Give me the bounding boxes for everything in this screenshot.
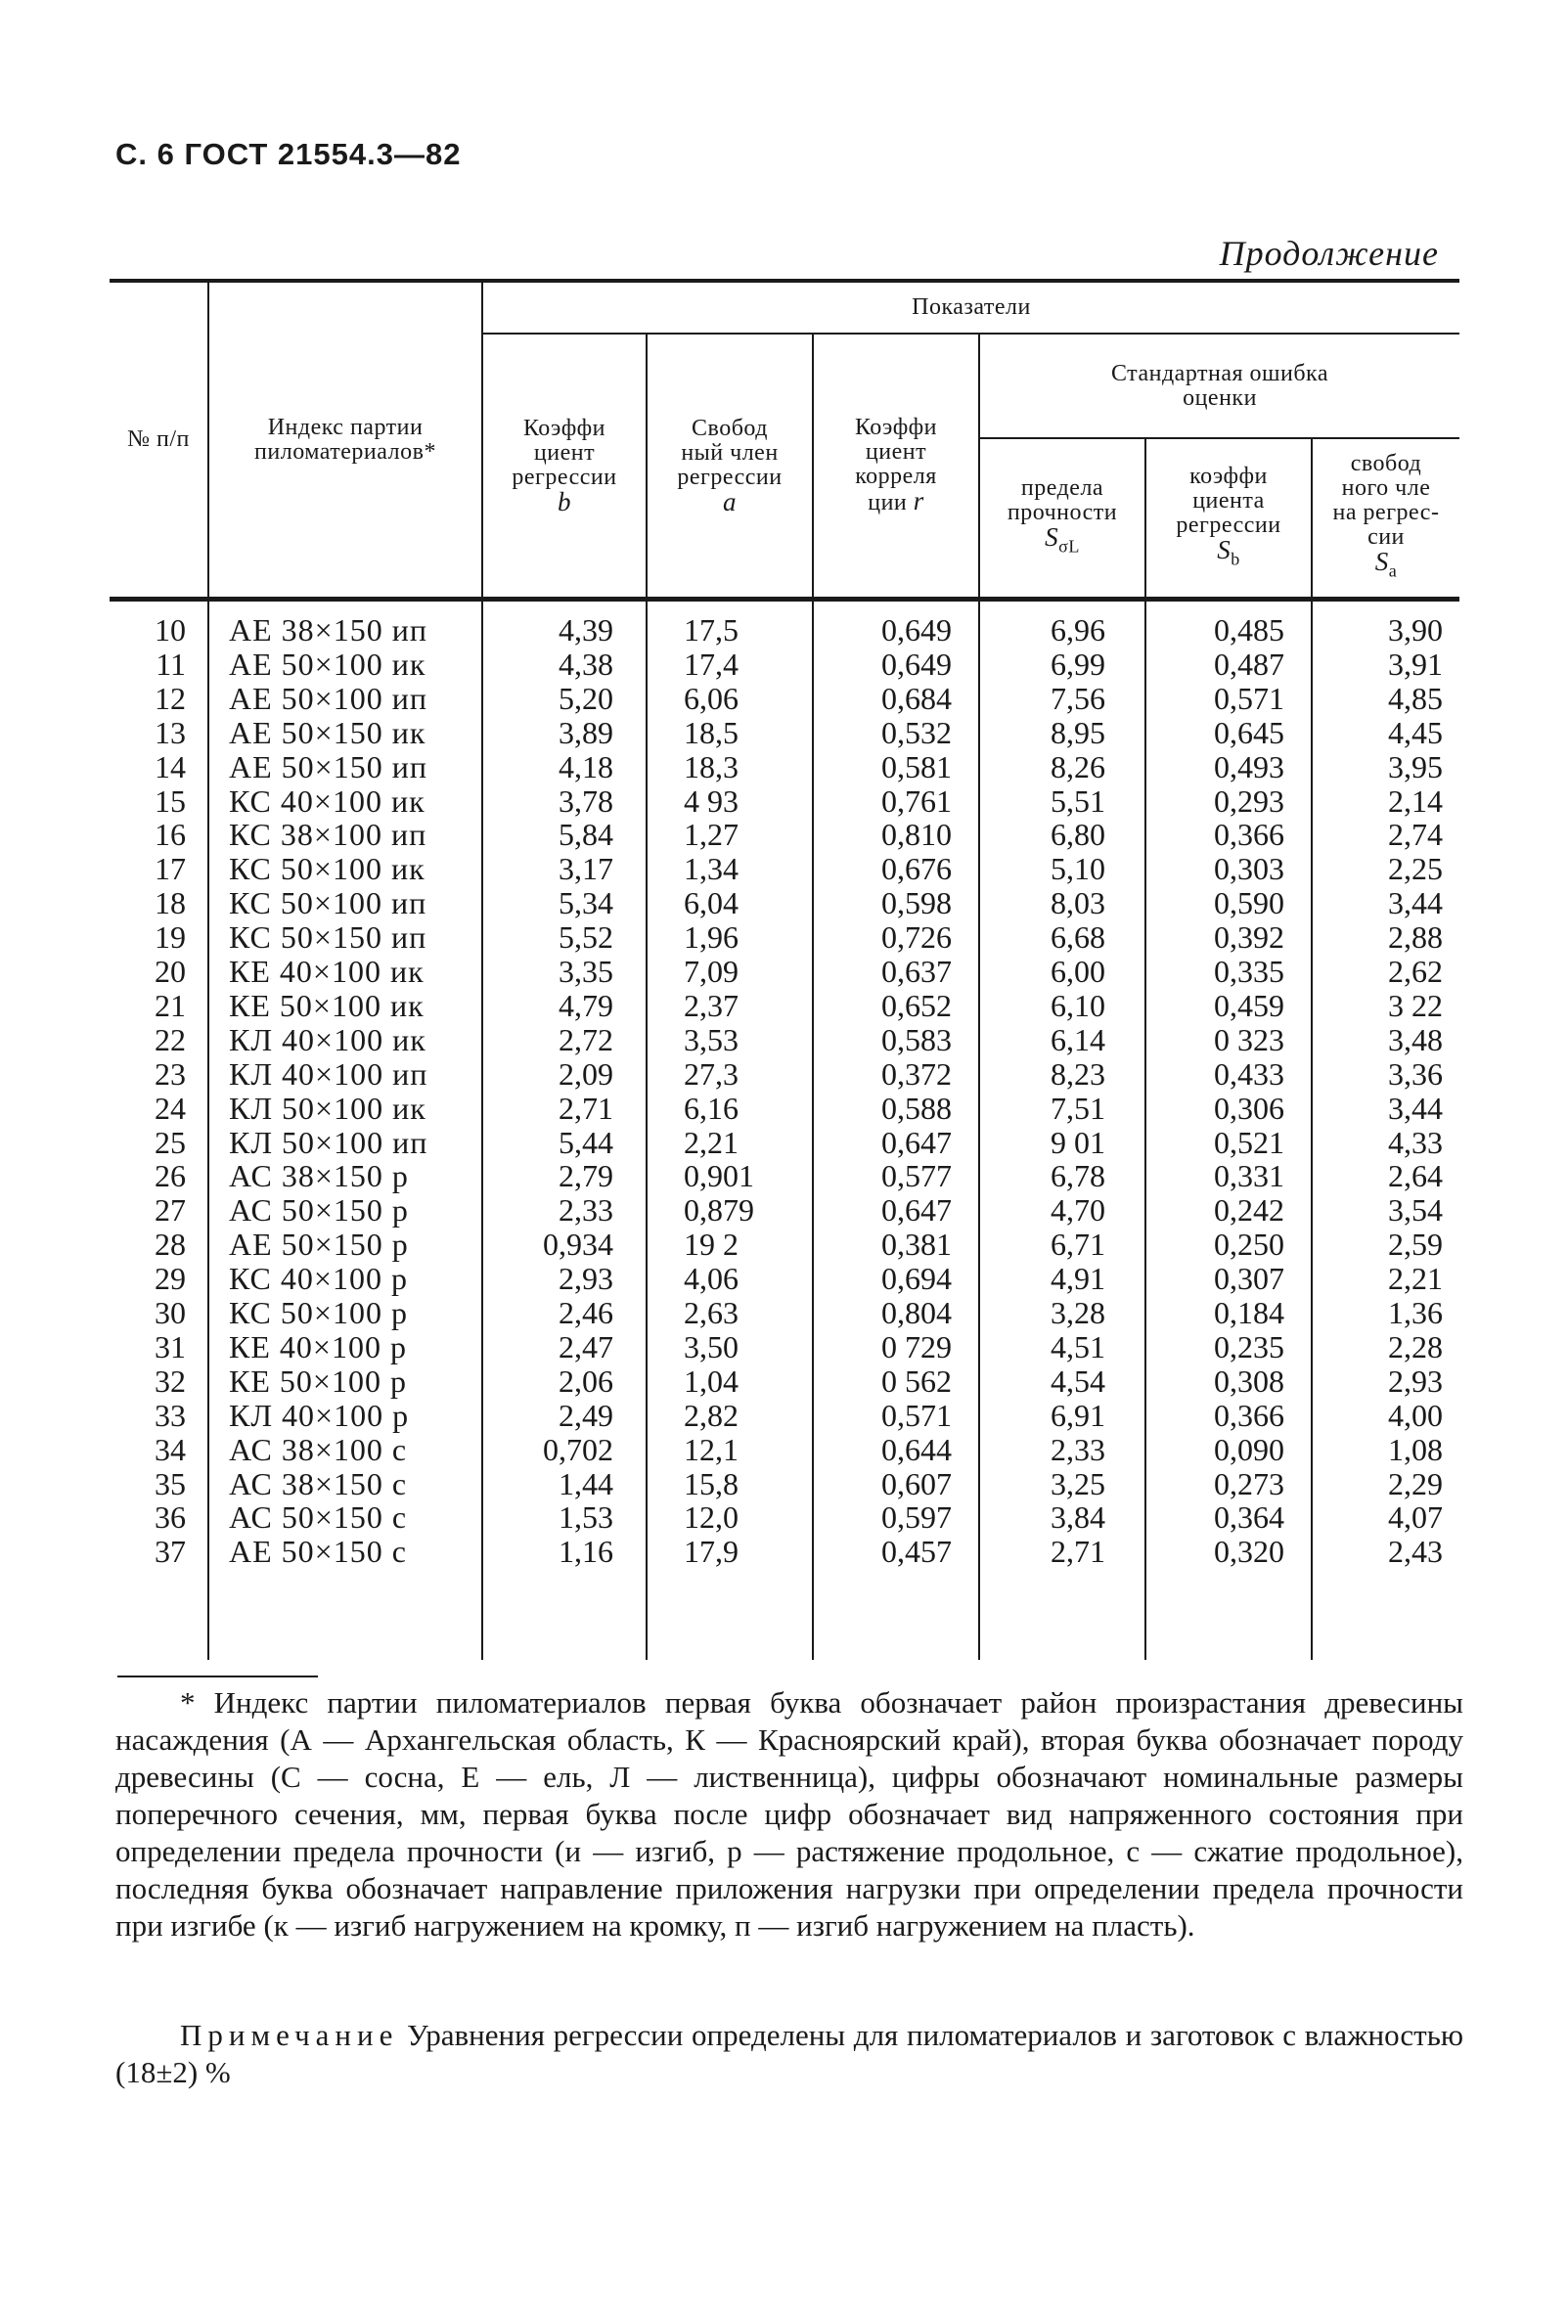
se-intercept-cell: 3,36 <box>1388 1055 1443 1092</box>
header-index: Индекс партии пиломатериалов* <box>254 414 436 465</box>
row-number-cell: 16 <box>155 817 186 853</box>
coef-b-cell: 0,702 <box>543 1431 613 1467</box>
se-intercept-cell: 3 22 <box>1388 987 1443 1023</box>
intercept-a-cell: 2,37 <box>684 987 739 1023</box>
corr-r-cell: 0,372 <box>881 1055 952 1092</box>
se-coef-cell: 0,250 <box>1214 1227 1284 1263</box>
footnote: * Индекс партии пиломатериалов первая буква обозначает район произрастания древесины насаждения (А — Архангельская область, К — Красноярский край), вторая буква обозначает породу древесины (С — сосна, Е — ель, Л — лиственница), цифры обозначают номинальные размеры поперечного сечения, мм, первая буква после цифр обозначает вид напряженного состояния при определении предела прочности (и — изгиб, р — растяжение продольное, с — сжатие продольное), последняя буква обозначает направление приложения нагрузки при определении предела прочности при изгибе (к — изгиб нагружением на кромку, п — изгиб нагружением на пласть). <box>115 1685 1463 1943</box>
lumber-index-cell: КЕ 50×100 р <box>229 1363 407 1399</box>
intercept-a-cell: 3,50 <box>684 1328 739 1364</box>
se-strength-cell: 6,96 <box>1051 612 1105 648</box>
table-row <box>110 920 1459 955</box>
lumber-index-cell: КЛ 50×100 ип <box>229 1124 428 1160</box>
se-coef-cell: 0,433 <box>1214 1055 1284 1092</box>
header-s-a <box>1313 439 1459 597</box>
se-strength-cell: 7,56 <box>1051 680 1105 716</box>
se-intercept-cell: 2,28 <box>1388 1328 1443 1364</box>
header-s-b <box>1146 439 1311 597</box>
header-s-a-symbol: $S_a$ <box>1374 547 1398 581</box>
lumber-index-cell: АС 38×150 с <box>229 1465 408 1501</box>
table-row <box>110 852 1459 886</box>
se-coef-cell: 0,521 <box>1214 1124 1284 1160</box>
intercept-a-cell: 7,09 <box>684 954 739 989</box>
row-number-cell: 22 <box>155 1021 186 1057</box>
lumber-index-cell: КС 38×100 ип <box>229 817 427 853</box>
coef-b-cell: 3,78 <box>559 782 613 819</box>
table-row <box>110 818 1459 852</box>
lumber-index-cell: КЛ 50×100 ик <box>229 1090 426 1126</box>
intercept-a-cell: 18,3 <box>684 748 739 784</box>
table-row <box>110 1092 1459 1126</box>
row-number-cell: 21 <box>155 987 186 1023</box>
intercept-a-cell: 27,3 <box>684 1055 739 1092</box>
se-strength-cell: 6,14 <box>1051 1021 1105 1057</box>
note <box>115 2017 1463 2091</box>
se-intercept-cell: 2,93 <box>1388 1363 1443 1399</box>
row-number-cell: 34 <box>155 1431 186 1467</box>
row-number-cell: 36 <box>155 1499 186 1536</box>
footnote-rule <box>117 1676 318 1677</box>
coef-b-cell: 4,38 <box>559 646 613 682</box>
se-coef-cell: 0,090 <box>1214 1431 1284 1467</box>
coef-b-cell: 3,89 <box>559 714 613 750</box>
corr-r-cell: 0,583 <box>881 1021 952 1057</box>
se-coef-cell: 0,184 <box>1214 1295 1284 1330</box>
row-number-cell: 17 <box>155 851 186 887</box>
corr-r-cell: 0,647 <box>881 1124 952 1160</box>
se-strength-cell: 6,99 <box>1051 646 1105 682</box>
se-coef-cell: 0,590 <box>1214 885 1284 921</box>
coef-b-cell: 4,39 <box>559 612 613 648</box>
row-number-cell: 32 <box>155 1363 186 1399</box>
se-intercept-cell: 2,62 <box>1388 954 1443 989</box>
se-intercept-cell: 2,59 <box>1388 1227 1443 1263</box>
corr-r-cell: 0,457 <box>881 1534 952 1570</box>
row-number-cell: 14 <box>155 748 186 784</box>
corr-r-cell: 0,810 <box>881 817 952 853</box>
se-intercept-cell: 3,95 <box>1388 748 1443 784</box>
se-intercept-cell: 3,54 <box>1388 1192 1443 1229</box>
intercept-a-cell: 12,0 <box>684 1499 739 1536</box>
coef-b-cell: 2,09 <box>559 1055 613 1092</box>
lumber-index-cell: АС 50×150 р <box>229 1192 409 1229</box>
table-row <box>110 1262 1459 1296</box>
se-intercept-cell: 4,85 <box>1388 680 1443 716</box>
se-strength-cell: 6,78 <box>1051 1158 1105 1194</box>
coef-b-cell: 1,53 <box>559 1499 613 1536</box>
note-text: Уравнения регрессии определены для пиломатериалов и заготовок с влажностью (18±2) % <box>115 2018 1463 2089</box>
intercept-a-cell: 3,53 <box>684 1021 739 1057</box>
header-a <box>648 335 812 597</box>
lumber-index-cell: КС 50×100 ик <box>229 851 426 887</box>
intercept-a-cell: 0,879 <box>684 1192 754 1229</box>
se-intercept-cell: 2,88 <box>1388 919 1443 956</box>
lumber-index-cell: КЛ 40×100 р <box>229 1397 410 1433</box>
coef-b-cell: 2,93 <box>559 1261 613 1297</box>
se-coef-cell: 0,303 <box>1214 851 1284 887</box>
se-intercept-cell: 3,90 <box>1388 612 1443 648</box>
row-number-cell: 10 <box>155 612 186 648</box>
header-s-sigma-symbol: $S_{\sigma L}$ <box>1045 522 1080 557</box>
se-strength-cell: 6,00 <box>1051 954 1105 989</box>
table-row <box>110 1228 1459 1262</box>
row-number-cell: 19 <box>155 919 186 956</box>
coef-b-cell: 2,72 <box>559 1021 613 1057</box>
intercept-a-cell: 1,27 <box>684 817 739 853</box>
coef-b-cell: 3,35 <box>559 954 613 989</box>
se-strength-cell: 6,80 <box>1051 817 1105 853</box>
se-strength-cell: 8,23 <box>1051 1055 1105 1092</box>
se-coef-cell: 0 323 <box>1214 1021 1284 1057</box>
se-strength-cell: 8,03 <box>1051 885 1105 921</box>
lumber-index-cell: КЕ 50×100 ик <box>229 987 425 1023</box>
header-s-b-symbol: $S_b$ <box>1217 534 1240 569</box>
lumber-index-cell: КС 50×100 ип <box>229 885 427 921</box>
row-number-cell: 24 <box>155 1090 186 1126</box>
se-strength-cell: 6,91 <box>1051 1397 1105 1433</box>
table-row <box>110 1057 1459 1092</box>
coef-b-cell: 1,16 <box>559 1534 613 1570</box>
table-row <box>110 1467 1459 1501</box>
header-r <box>814 335 978 597</box>
table-row <box>110 1159 1459 1193</box>
se-intercept-cell: 2,74 <box>1388 817 1443 853</box>
header-s-a-label: свобод ного чле на регрес- сии <box>1332 451 1440 551</box>
table-row <box>110 1364 1459 1399</box>
se-intercept-cell: 2,29 <box>1388 1465 1443 1501</box>
se-coef-cell: 0,366 <box>1214 817 1284 853</box>
lumber-index-cell: АЕ 50×150 р <box>229 1227 409 1263</box>
table-row <box>110 1500 1459 1535</box>
se-strength-cell: 5,51 <box>1051 782 1105 819</box>
corr-r-cell: 0 729 <box>881 1328 952 1364</box>
lumber-index-cell: КЛ 40×100 ик <box>229 1021 426 1057</box>
table-row <box>110 613 1459 648</box>
coef-b-cell: 2,49 <box>559 1397 613 1433</box>
corr-r-cell: 0,676 <box>881 851 952 887</box>
se-coef-cell: 0,392 <box>1214 919 1284 956</box>
lumber-index-cell: КС 40×100 р <box>229 1261 408 1297</box>
table-row <box>110 682 1459 716</box>
se-strength-cell: 7,51 <box>1051 1090 1105 1126</box>
row-number-cell: 13 <box>155 714 186 750</box>
se-coef-cell: 0,273 <box>1214 1465 1284 1501</box>
corr-r-cell: 0,607 <box>881 1465 952 1501</box>
se-coef-cell: 0,571 <box>1214 680 1284 716</box>
corr-r-cell: 0,381 <box>881 1227 952 1263</box>
header-r-symbol: r <box>913 486 924 515</box>
table-row <box>110 1193 1459 1228</box>
intercept-a-cell: 17,5 <box>684 612 739 648</box>
se-strength-cell: 2,33 <box>1051 1431 1105 1467</box>
coef-b-cell: 2,33 <box>559 1192 613 1229</box>
corr-r-cell: 0,571 <box>881 1397 952 1433</box>
se-strength-cell: 6,68 <box>1051 919 1105 956</box>
header-s-sigma-label: предела прочности <box>1007 475 1118 526</box>
corr-r-cell: 0,597 <box>881 1499 952 1536</box>
se-coef-cell: 0,335 <box>1214 954 1284 989</box>
se-intercept-cell: 4,45 <box>1388 714 1443 750</box>
se-strength-cell: 8,95 <box>1051 714 1105 750</box>
coef-b-cell: 5,44 <box>559 1124 613 1160</box>
row-number-cell: 30 <box>155 1295 186 1330</box>
se-coef-cell: 0,493 <box>1214 748 1284 784</box>
se-intercept-cell: 1,08 <box>1388 1431 1443 1467</box>
intercept-a-cell: 6,06 <box>684 680 739 716</box>
se-intercept-cell: 2,25 <box>1388 851 1443 887</box>
se-intercept-cell: 3,91 <box>1388 646 1443 682</box>
row-number-cell: 28 <box>155 1227 186 1263</box>
lumber-index-cell: КС 40×100 ик <box>229 782 426 819</box>
lumber-index-cell: АС 50×150 с <box>229 1499 408 1536</box>
coef-b-cell: 5,52 <box>559 919 613 956</box>
lumber-index-cell: АС 38×150 р <box>229 1158 409 1194</box>
header-s-b-label: коэффи циента регрессии <box>1176 463 1281 538</box>
row-number-cell: 31 <box>155 1328 186 1364</box>
row-number-cell: 26 <box>155 1158 186 1194</box>
header-std-group: Стандартная ошибка оценки <box>1110 360 1329 411</box>
corr-r-cell: 0,652 <box>881 987 952 1023</box>
header-r-content <box>855 416 937 515</box>
row-number-cell: 25 <box>155 1124 186 1160</box>
corr-r-cell: 0,804 <box>881 1295 952 1330</box>
se-intercept-cell: 2,43 <box>1388 1534 1443 1570</box>
lumber-index-cell: АЕ 50×100 ик <box>229 646 426 682</box>
lumber-index-cell: АЕ 50×100 ип <box>229 680 427 716</box>
se-strength-cell: 3,84 <box>1051 1499 1105 1536</box>
intercept-a-cell: 17,9 <box>684 1534 739 1570</box>
se-coef-cell: 0,485 <box>1214 612 1284 648</box>
se-coef-cell: 0,487 <box>1214 646 1284 682</box>
row-number-cell: 20 <box>155 954 186 989</box>
table-row <box>110 955 1459 989</box>
se-strength-cell: 4,51 <box>1051 1328 1105 1364</box>
coef-b-cell: 2,71 <box>559 1090 613 1126</box>
lumber-index-cell: КС 50×100 р <box>229 1295 408 1330</box>
corr-r-cell: 0 562 <box>881 1363 952 1399</box>
se-strength-cell: 9 01 <box>1051 1124 1105 1160</box>
coef-b-cell: 5,20 <box>559 680 613 716</box>
table-row <box>110 1433 1459 1467</box>
lumber-index-cell: КЕ 40×100 ик <box>229 954 425 989</box>
header-a-label: Свобод ный член регрессии <box>677 416 783 490</box>
table-row <box>110 784 1459 819</box>
se-intercept-cell: 3,48 <box>1388 1021 1443 1057</box>
se-strength-cell: 4,54 <box>1051 1363 1105 1399</box>
coef-b-cell: 3,17 <box>559 851 613 887</box>
corr-r-cell: 0,598 <box>881 885 952 921</box>
se-coef-cell: 0,364 <box>1214 1499 1284 1536</box>
corr-r-cell: 0,581 <box>881 748 952 784</box>
table-row <box>110 1296 1459 1330</box>
row-number-cell: 15 <box>155 782 186 819</box>
se-strength-cell: 4,70 <box>1051 1192 1105 1229</box>
header-r-label: Коэффи циент корреля ции <box>854 415 938 515</box>
lumber-index-cell: КС 50×150 ип <box>229 919 427 956</box>
se-intercept-cell: 4,07 <box>1388 1499 1443 1536</box>
header-group-title: Показатели <box>912 294 1031 320</box>
intercept-a-cell: 2,63 <box>684 1295 739 1330</box>
data-table <box>110 279 1459 1660</box>
header-no: № п/п <box>127 426 190 452</box>
se-coef-cell: 0,235 <box>1214 1328 1284 1364</box>
se-coef-cell: 0,459 <box>1214 987 1284 1023</box>
row-number-cell: 27 <box>155 1192 186 1229</box>
table-row <box>110 648 1459 682</box>
table-row <box>110 1126 1459 1160</box>
row-number-cell: 18 <box>155 885 186 921</box>
row-number-cell: 33 <box>155 1397 186 1433</box>
intercept-a-cell: 2,82 <box>684 1397 739 1433</box>
se-strength-cell: 3,25 <box>1051 1465 1105 1501</box>
se-intercept-cell: 2,21 <box>1388 1261 1443 1297</box>
intercept-a-cell: 19 2 <box>684 1227 739 1263</box>
coef-b-cell: 0,934 <box>543 1227 613 1263</box>
corr-r-cell: 0,588 <box>881 1090 952 1126</box>
lumber-index-cell: АЕ 50×150 с <box>229 1534 407 1570</box>
se-intercept-cell: 4,33 <box>1388 1124 1443 1160</box>
se-strength-cell: 5,10 <box>1051 851 1105 887</box>
se-coef-cell: 0,307 <box>1214 1261 1284 1297</box>
table-row <box>110 1330 1459 1364</box>
table-row <box>110 716 1459 750</box>
table-row <box>110 1399 1459 1433</box>
header-b-symbol: b <box>558 487 571 516</box>
se-intercept-cell: 1,36 <box>1388 1295 1443 1330</box>
row-number-cell: 11 <box>156 646 186 682</box>
corr-r-cell: 0,647 <box>881 1192 952 1229</box>
corr-r-cell: 0,726 <box>881 919 952 956</box>
se-strength-cell: 8,26 <box>1051 748 1105 784</box>
header-b-label: Коэффи циент регрессии <box>512 416 617 490</box>
intercept-a-cell: 15,8 <box>684 1465 739 1501</box>
coef-b-cell: 2,06 <box>559 1363 613 1399</box>
table-row <box>110 1535 1459 1569</box>
se-strength-cell: 3,28 <box>1051 1295 1105 1330</box>
corr-r-cell: 0,637 <box>881 954 952 989</box>
corr-r-cell: 0,644 <box>881 1431 952 1467</box>
header-b <box>483 335 646 597</box>
lumber-index-cell: КЛ 40×100 ип <box>229 1055 428 1092</box>
lumber-index-cell: КЕ 40×100 р <box>229 1328 407 1364</box>
corr-r-cell: 0,694 <box>881 1261 952 1297</box>
se-coef-cell: 0,320 <box>1214 1534 1284 1570</box>
se-intercept-cell: 4,00 <box>1388 1397 1443 1433</box>
coef-b-cell: 4,79 <box>559 987 613 1023</box>
lumber-index-cell: АЕ 38×150 ип <box>229 612 427 648</box>
coef-b-cell: 2,46 <box>559 1295 613 1330</box>
intercept-a-cell: 1,04 <box>684 1363 739 1399</box>
header-s-sigma <box>980 439 1144 597</box>
lumber-index-cell: АЕ 50×150 ип <box>229 748 427 784</box>
se-intercept-cell: 3,44 <box>1388 885 1443 921</box>
corr-r-cell: 0,532 <box>881 714 952 750</box>
intercept-a-cell: 12,1 <box>684 1431 739 1467</box>
table-row <box>110 886 1459 920</box>
table-row <box>110 750 1459 784</box>
corr-r-cell: 0,577 <box>881 1158 952 1194</box>
intercept-a-cell: 6,16 <box>684 1090 739 1126</box>
se-intercept-cell: 2,14 <box>1388 782 1443 819</box>
se-strength-cell: 6,71 <box>1051 1227 1105 1263</box>
row-number-cell: 12 <box>155 680 186 716</box>
se-coef-cell: 0,242 <box>1214 1192 1284 1229</box>
intercept-a-cell: 4,06 <box>684 1261 739 1297</box>
intercept-a-cell: 17,4 <box>684 646 739 682</box>
row-number-cell: 37 <box>155 1534 186 1570</box>
coef-b-cell: 2,47 <box>559 1328 613 1364</box>
corr-r-cell: 0,649 <box>881 612 952 648</box>
row-number-cell: 29 <box>155 1261 186 1297</box>
se-intercept-cell: 2,64 <box>1388 1158 1443 1194</box>
intercept-a-cell: 4 93 <box>684 782 739 819</box>
intercept-a-cell: 6,04 <box>684 885 739 921</box>
intercept-a-cell: 2,21 <box>684 1124 739 1160</box>
coef-b-cell: 1,44 <box>559 1465 613 1501</box>
corr-r-cell: 0,649 <box>881 646 952 682</box>
intercept-a-cell: 18,5 <box>684 714 739 750</box>
note-label: Примечание <box>180 2018 399 2052</box>
se-coef-cell: 0,308 <box>1214 1363 1284 1399</box>
se-coef-cell: 0,645 <box>1214 714 1284 750</box>
header-a-symbol: a <box>723 487 737 516</box>
se-strength-cell: 6,10 <box>1051 987 1105 1023</box>
intercept-a-cell: 0,901 <box>684 1158 754 1194</box>
se-intercept-cell: 3,44 <box>1388 1090 1443 1126</box>
lumber-index-cell: АС 38×100 с <box>229 1431 408 1467</box>
coef-b-cell: 2,79 <box>559 1158 613 1194</box>
coef-b-cell: 4,18 <box>559 748 613 784</box>
continuation-label: Продолжение <box>1219 234 1439 273</box>
se-coef-cell: 0,331 <box>1214 1158 1284 1194</box>
se-strength-cell: 2,71 <box>1051 1534 1105 1570</box>
page-header: С. 6 ГОСТ 21554.3—82 <box>115 137 462 171</box>
header-bottom-rule <box>110 597 1459 602</box>
row-number-cell: 23 <box>155 1055 186 1092</box>
lumber-index-cell: АЕ 50×150 ик <box>229 714 426 750</box>
table-row <box>110 989 1459 1023</box>
table-row <box>110 1023 1459 1057</box>
corr-r-cell: 0,761 <box>881 782 952 819</box>
se-strength-cell: 4,91 <box>1051 1261 1105 1297</box>
coef-b-cell: 5,84 <box>559 817 613 853</box>
corr-r-cell: 0,684 <box>881 680 952 716</box>
coef-b-cell: 5,34 <box>559 885 613 921</box>
se-coef-cell: 0,293 <box>1214 782 1284 819</box>
intercept-a-cell: 1,96 <box>684 919 739 956</box>
intercept-a-cell: 1,34 <box>684 851 739 887</box>
row-number-cell: 35 <box>155 1465 186 1501</box>
se-coef-cell: 0,366 <box>1214 1397 1284 1433</box>
se-coef-cell: 0,306 <box>1214 1090 1284 1126</box>
